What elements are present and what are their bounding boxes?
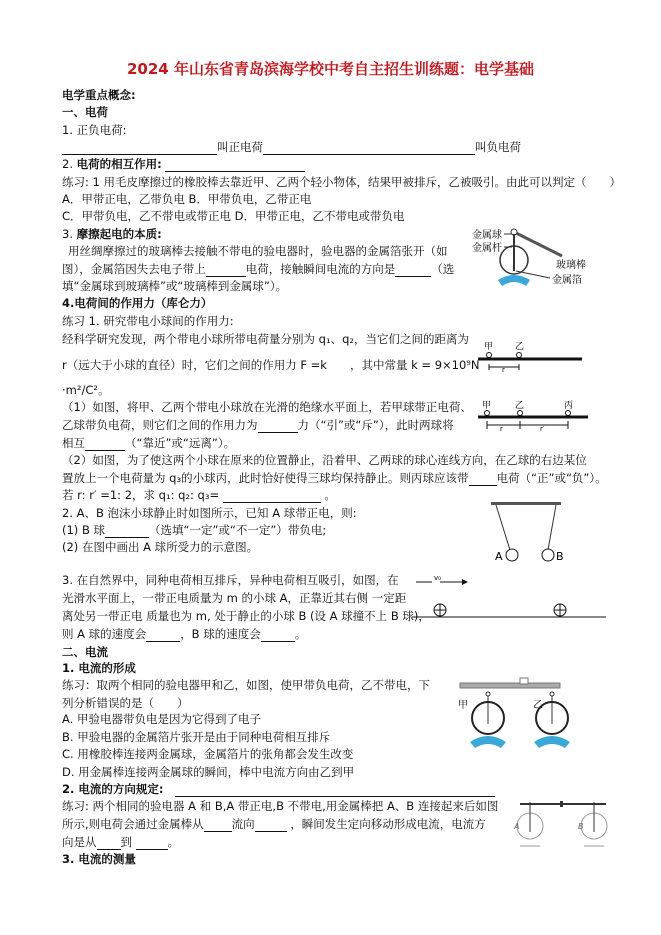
paragraph: 练习: 两个相同的验电器 A 和 B,A 带正电,B 不带电,用金属棒把 A、B 连接起来后如图 (62, 799, 499, 813)
blank (136, 837, 168, 850)
paragraph (62, 470, 607, 486)
blank (223, 490, 321, 503)
blank (85, 438, 125, 451)
paragraph: ·m²/C²。 (62, 383, 110, 397)
label: A (514, 822, 520, 831)
option-c: C. 用橡胶棒连接两金属球，金属箔片的张角都会发生改变 (62, 747, 354, 761)
text: （选 (431, 262, 455, 276)
item-label: 摩擦起电的本质: (76, 227, 162, 241)
paragraph (62, 522, 326, 538)
text: 若 r: r′ =1: 2，求 q₁: q₂: q₃= (62, 488, 220, 502)
blank (395, 264, 431, 277)
paragraph (62, 435, 235, 451)
paragraph: （2）如图，为了使这两个小球在原来的位置静止，沿着甲、乙两球的球心连线方向，在乙球的右边某位 (62, 453, 587, 467)
exercise-options: C．甲带负电，乙不带电或带正电 D．甲带正电，乙不带电或带负电 (62, 209, 405, 223)
exercise-text: 练习: 1 用毛皮摩擦过的橡胶棒去靠近甲、乙两个轻小物体，结果甲被排斥，乙被吸引。由此可以判定（ ） (62, 175, 621, 189)
text: 所示,则电荷会通过金属棒从 (62, 817, 204, 831)
blank (258, 420, 298, 433)
paragraph: 经科学研究发现，两个带电小球所带电荷量分别为 q₁、q₂，当它们之间的距离为 (62, 332, 469, 346)
paragraph: 离处另一带正电 质量也为 m, 处于静止的小球 B (设 A 球撞不上 B 球)， (62, 609, 430, 623)
label: A (495, 550, 503, 563)
option-a: A. 甲验电器带负电是因为它得到了电子 (62, 712, 261, 726)
paragraph: 填“金属球到玻璃棒”或“玻璃棒到金属球”）。 (62, 279, 288, 293)
text: 。 (167, 835, 180, 849)
item-label: 2. 电流的方向规定: (62, 782, 164, 796)
blank (146, 629, 180, 642)
label: v₀ (434, 574, 441, 582)
label: 金属球 (472, 230, 502, 241)
item-3 (62, 226, 162, 242)
text: 叫负电荷 (475, 140, 521, 154)
item-3-title: 3. 电流的测量 (62, 852, 136, 866)
two-electroscopes-figure (440, 674, 580, 756)
page-title: 2024 年山东省青岛滨海学校中考自主招生训练题：电学基础 (127, 60, 534, 78)
label: r (502, 366, 505, 374)
item-label: 电荷的相互作用: (76, 157, 162, 171)
label: 乙 (515, 342, 525, 352)
three-balls-figure (478, 398, 603, 434)
item-num: 2. (62, 157, 73, 171)
item-num: 1. (62, 123, 73, 137)
option-b: B. 甲验电器的金属箔片张开是由于同种电荷相互排斥 (62, 730, 331, 744)
item-1 (62, 122, 127, 138)
text: （选填“一定”或“不一定”）带负电; (149, 523, 327, 537)
text: 电荷（“正”或“负”）。 (496, 471, 607, 485)
paragraph: 练习：取两个相同的验电器甲和乙，如图，使甲带负电荷，乙不带电，下 (62, 678, 430, 692)
label: 乙 (533, 700, 543, 711)
item-num: 3. (62, 227, 73, 241)
exercise-options: A．甲带正电，乙带负电 B．甲带负电，乙带正电 (62, 192, 312, 206)
blank (62, 142, 217, 155)
blank (469, 473, 497, 486)
moving-balls-figure (410, 572, 610, 622)
label: 丙 (564, 401, 574, 411)
paragraph (62, 417, 454, 433)
text: 置放上一个电荷量为 q₃的小球丙，此时恰好使得三球均保持静止。则丙球应该带 (62, 471, 469, 485)
item-2 (62, 156, 305, 172)
blank (206, 264, 246, 277)
text: 乙球带负电荷，则它们之间的作用力为 (62, 418, 258, 432)
label: 玻璃棒 (556, 260, 586, 271)
connected-electroscopes-figure (512, 796, 612, 854)
text: 力（“引”或“斥”），此时两球将 (297, 418, 454, 432)
label: 金属杆 (472, 243, 502, 254)
option-d: D. 用金属棒连接两金属球的瞬间，棒中电流方向由乙到甲 (62, 765, 355, 779)
fill-line-charges (62, 139, 521, 155)
paragraph (62, 816, 486, 832)
label: 甲 (482, 401, 492, 411)
label: B (556, 550, 564, 563)
text: 则 A 球的速度会 (62, 627, 147, 641)
text: 。 (294, 627, 307, 641)
paragraph: 光滑水平面上，一带正电质量为 m 的小球 A，正靠近其右侧 一定距 (62, 591, 407, 605)
paragraph (62, 834, 179, 850)
hanging-balls-figure (488, 502, 568, 564)
paragraph: 列分析错误的是（ ） (62, 696, 189, 710)
blank (263, 142, 475, 155)
paragraph (62, 626, 306, 642)
paragraph: 3. 在自然界中，同种电荷相互排斥，异种电荷相互吸引，如图，在 (62, 573, 399, 587)
exercise-text: 练习 1. 研究带电小球间的作用力: (62, 314, 234, 328)
text: ，B 球的速度会 (180, 627, 261, 641)
paragraph: 若 r: r′ =1: 2，求 q₁: q₂: q₃= 。 (62, 488, 336, 502)
text: 到 (120, 835, 132, 849)
paragraph (62, 261, 454, 277)
label: 乙 (515, 401, 525, 411)
two-balls-figure (478, 340, 598, 380)
blank (204, 819, 232, 832)
paragraph: r（远大于小球的直径）时，它们之间的作用力 F =k ，其中常量 k = 9×10⁹N (62, 358, 480, 372)
electroscope-figure (468, 226, 588, 296)
label: r (500, 425, 503, 433)
paragraph: (2) 在图中画出 A 球所受力的示意图。 (62, 540, 259, 554)
blank (105, 525, 149, 538)
blank (175, 784, 495, 797)
item-2 (62, 781, 495, 797)
text: 叫正电荷 (217, 140, 263, 154)
text: 电荷，接触瞬间电流的方向是 (245, 262, 396, 276)
blank (165, 159, 305, 172)
text: ，瞬间发生定向移动形成电流，电流方 (290, 817, 486, 831)
section-current-title: 二、电流 (62, 645, 108, 659)
item-1-title: 1. 电流的形成 (62, 661, 136, 675)
label: 甲 (484, 342, 494, 352)
label: B (578, 822, 584, 831)
blank (255, 819, 287, 832)
text: 图），金属箔因失去电子带上 (62, 262, 206, 276)
label: 金属箔 (552, 275, 582, 286)
item-4-title: 4.电荷间的作用力（库仑力） (62, 296, 213, 310)
text: 相互 (62, 436, 85, 450)
text: （“靠近”或“远离”）。 (125, 436, 236, 450)
label: r′ (540, 425, 545, 433)
blank (261, 629, 295, 642)
text: 向是从 (62, 835, 97, 849)
section-charge-title: 一、电荷 (62, 105, 108, 119)
paragraph: 用丝绸摩擦过的玻璃棒去接触不带电的验电器时，验电器的金属箔张开（如 (68, 244, 448, 258)
item-label: 正负电荷: (76, 123, 127, 137)
paragraph: （1）如图，将甲、乙两个带电小球放在光滑的绝缘水平面上，若甲球带正电荷、 (62, 400, 472, 414)
paragraph: 2. A、B 泡沫小球静止时如图所示，已知 A 球带正电，则: (62, 506, 357, 520)
blank (97, 837, 121, 850)
text: 流向 (231, 817, 255, 831)
label: 甲 (458, 700, 468, 711)
section-heading: 电学重点概念: (62, 88, 136, 102)
text: (1) B 球 (62, 523, 105, 537)
